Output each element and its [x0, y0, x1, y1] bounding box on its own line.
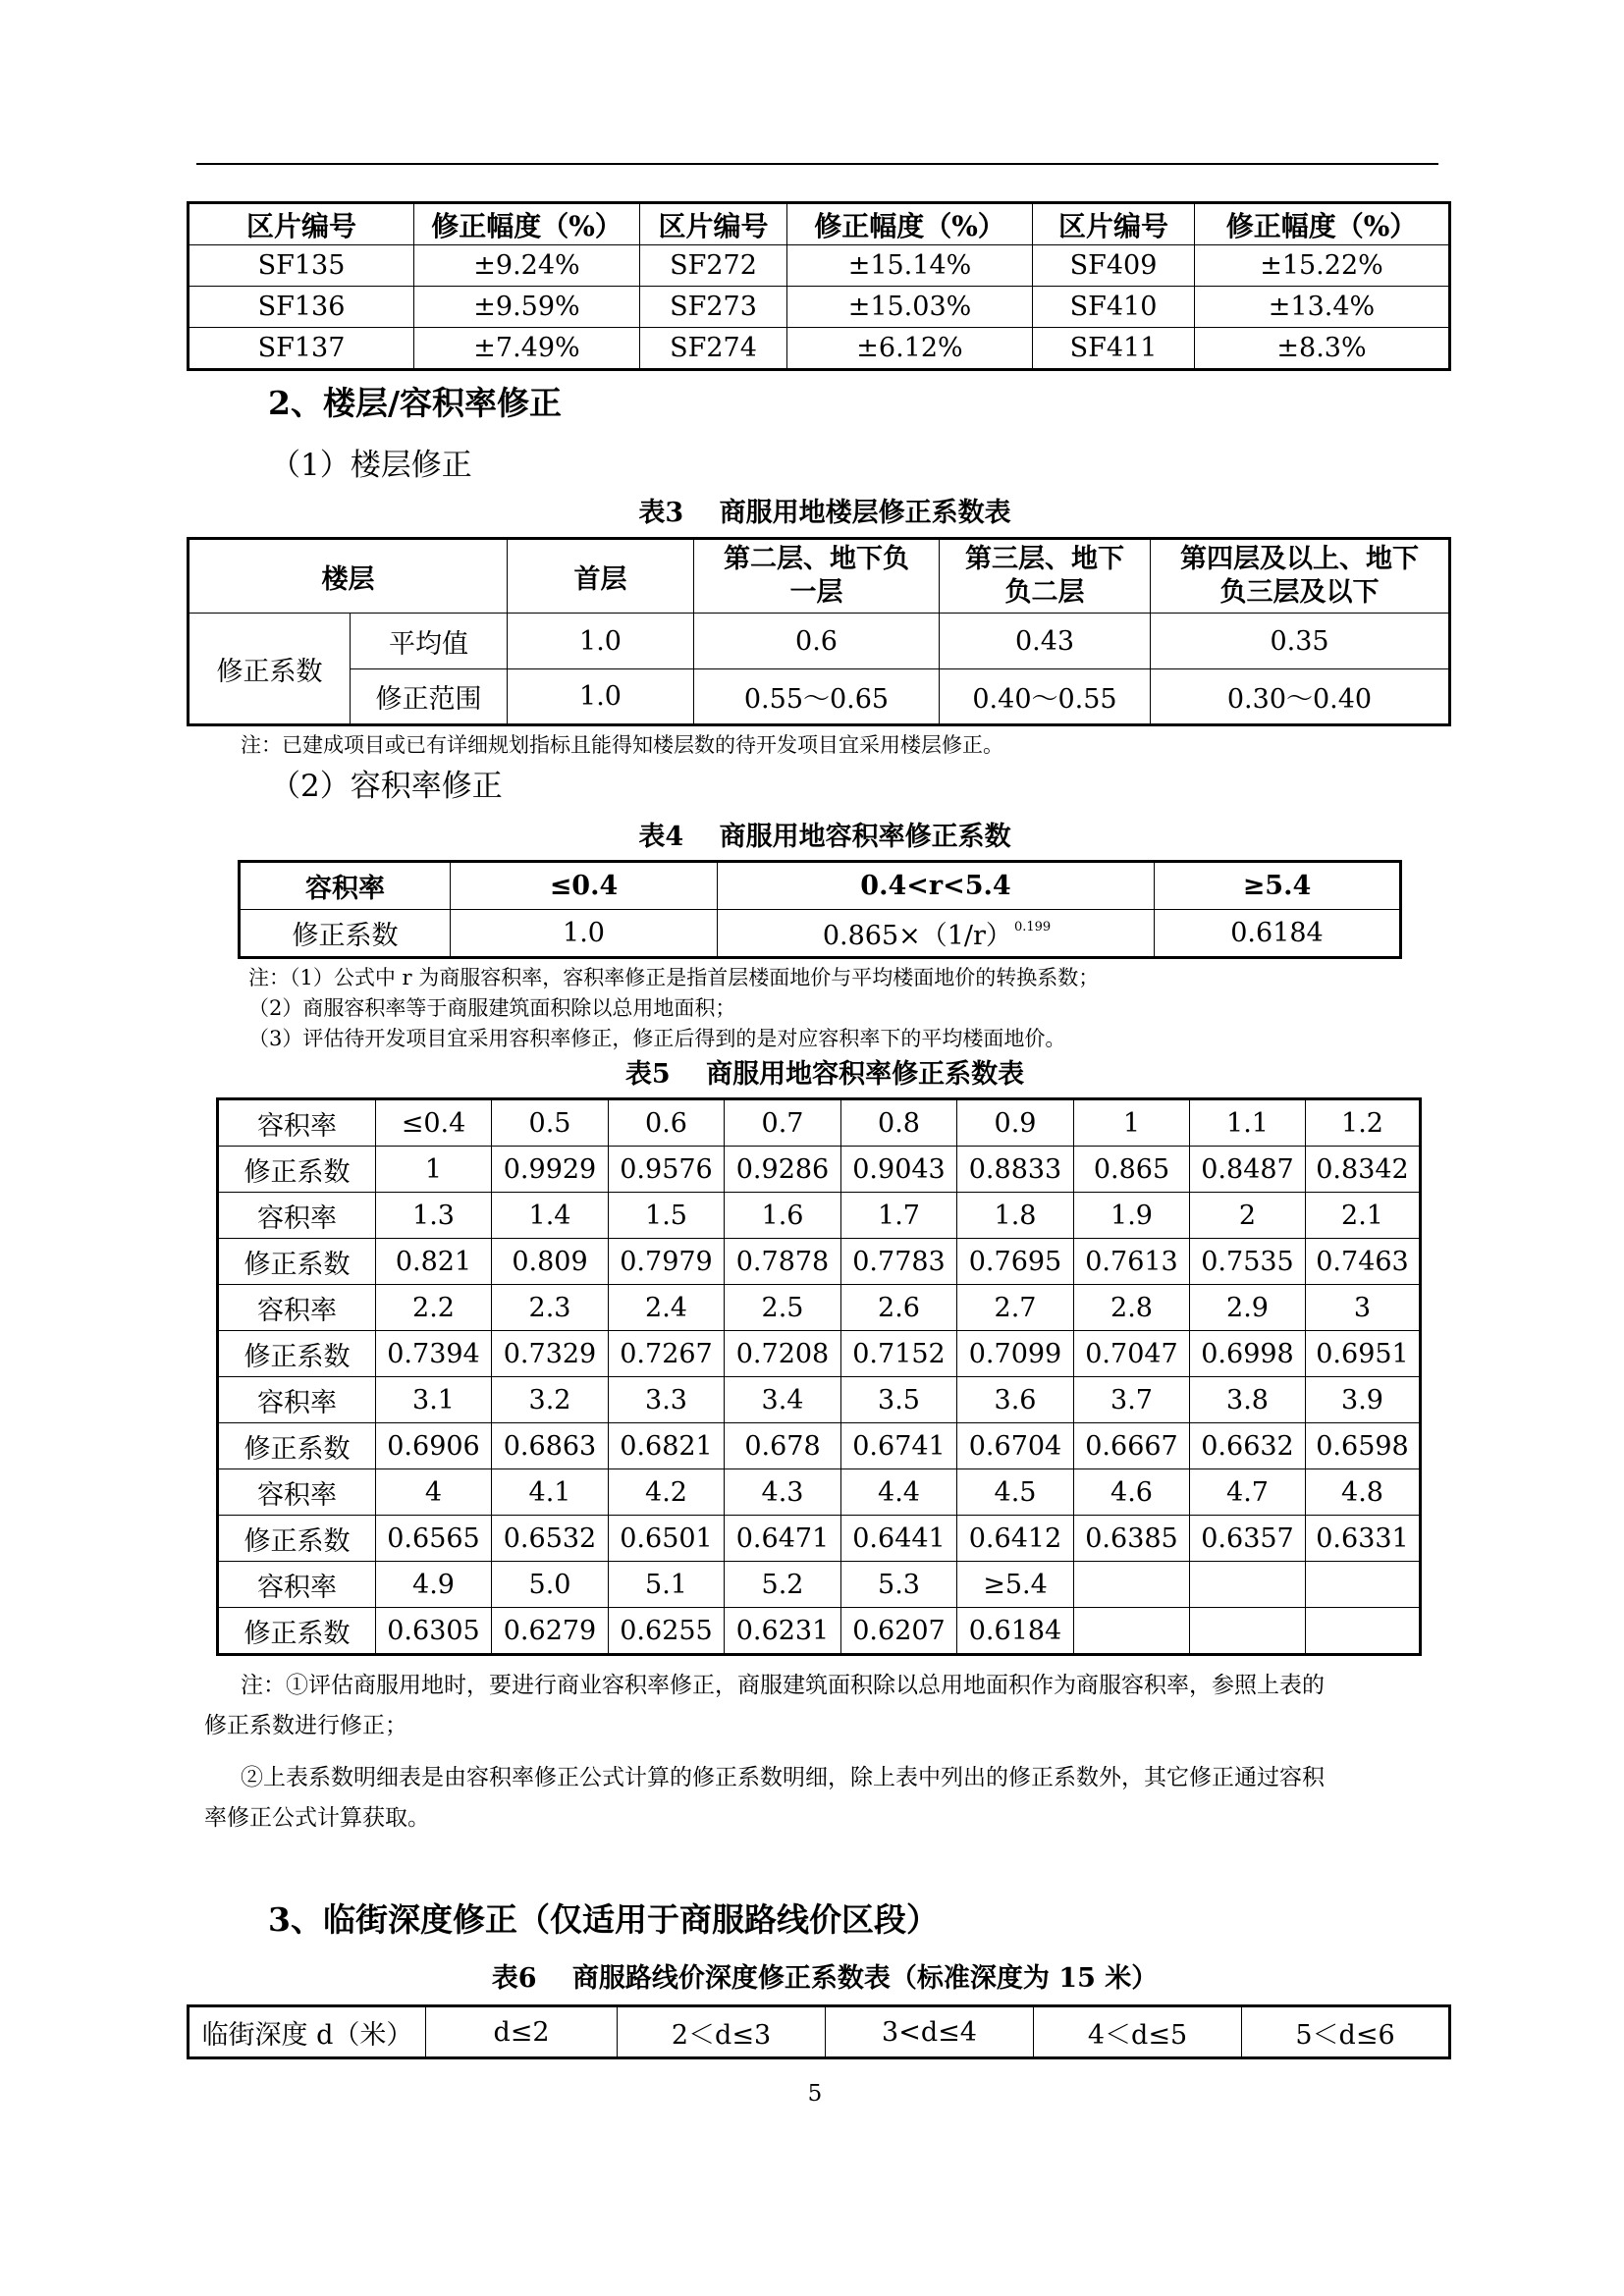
table-cell: 0.7152 [841, 1331, 957, 1377]
table-cell: 4.7 [1190, 1469, 1306, 1516]
table-cell: ≥5.4 [957, 1562, 1074, 1608]
table-cell: 0.9576 [609, 1147, 725, 1193]
table-cell: 0.40～0.55 [940, 669, 1151, 725]
table-cell [1306, 1608, 1421, 1655]
note-line: 修正系数进行修正； [204, 1713, 407, 1738]
table-caption: 表5 商服用地容积率修正系数表 [624, 1059, 1025, 1090]
row-label: 容积率 [218, 1377, 376, 1423]
table-cell: 0.6998 [1190, 1331, 1306, 1377]
row-label: 容积率 [218, 1285, 376, 1331]
header-cell [694, 539, 940, 614]
table-cell: 0.7463 [1306, 1239, 1421, 1285]
table-cell: 0.7 [725, 1099, 841, 1147]
table-cell: ≤0.4 [376, 1099, 492, 1147]
table-cell: 1.0 [508, 669, 694, 725]
header-line: 第四层及以上、地下 [1180, 544, 1419, 574]
table-cell: 0.6231 [725, 1608, 841, 1655]
note-line: 率修正公式计算获取。 [204, 1805, 430, 1831]
table-cell: 3<d≤4 [826, 2006, 1034, 2058]
table-cell: 3.4 [725, 1377, 841, 1423]
table-cell: 0.35 [1151, 614, 1450, 669]
table-cell: 4＜d≤5 [1034, 2006, 1242, 2058]
table-cell: 0.7535 [1190, 1239, 1306, 1285]
table-cell: 0.6 [609, 1099, 725, 1147]
table-cell [1190, 1562, 1306, 1608]
table-cell: 0.8487 [1190, 1147, 1306, 1193]
table-cell: ±7.49% [414, 328, 640, 370]
table-cell: 0.6821 [609, 1423, 725, 1469]
table-caption: 表3 商服用地楼层修正系数表 [638, 498, 1011, 528]
table-row [189, 2006, 1450, 2058]
table-cell: 0.7047 [1074, 1331, 1190, 1377]
row-label: 修正系数 [218, 1516, 376, 1562]
header-cell: 楼层 [189, 539, 508, 614]
header-cell: ≥5.4 [1155, 862, 1401, 910]
table-cell: ±13.4% [1195, 287, 1450, 328]
table-cell: 0.7208 [725, 1331, 841, 1377]
table-cell: 0.6357 [1190, 1516, 1306, 1562]
table-cell: 0.6632 [1190, 1423, 1306, 1469]
table-cell: 0.821 [376, 1239, 492, 1285]
table-cell: 5.0 [492, 1562, 609, 1608]
region-adjustment-table [187, 201, 1451, 371]
table-cell: 0.9929 [492, 1147, 609, 1193]
depth-adjustment-table [187, 2004, 1451, 2059]
table-cell [1306, 1562, 1421, 1608]
table-cell: 0.6255 [609, 1608, 725, 1655]
table-cell: 0.6 [694, 614, 940, 669]
row-label: 修正系数 [189, 614, 351, 725]
header-cell: 容积率 [240, 862, 451, 910]
table-cell: 0.7878 [725, 1239, 841, 1285]
header-rule [196, 163, 1438, 165]
row-label: 修正系数 [240, 910, 451, 958]
table-row [189, 245, 1450, 287]
table-row [189, 328, 1450, 370]
table-cell: 2.7 [957, 1285, 1074, 1331]
table-cell: 5.3 [841, 1562, 957, 1608]
table-note [204, 1666, 1441, 1839]
header-cell: 修正幅度（%） [787, 203, 1033, 245]
table-cell: 4 [376, 1469, 492, 1516]
coefficient-row [218, 1608, 1421, 1655]
table-cell: 0.6184 [957, 1608, 1074, 1655]
subsection-heading: （2）容积率修正 [270, 769, 503, 804]
table-header-row [240, 862, 1401, 910]
far-coefficient-table [238, 860, 1402, 959]
table-cell: 0.6441 [841, 1516, 957, 1562]
row-label: 容积率 [218, 1099, 376, 1147]
table-cell: 2.3 [492, 1285, 609, 1331]
table-cell: 4.5 [957, 1469, 1074, 1516]
table-cell: 2.4 [609, 1285, 725, 1331]
table-cell: SF274 [640, 328, 787, 370]
header-line: 负三层及以下 [1219, 577, 1380, 608]
header-cell: ≤0.4 [451, 862, 718, 910]
far-coefficient-detail-table [216, 1097, 1422, 1656]
table-cell: 0.678 [725, 1423, 841, 1469]
coefficient-row [218, 1331, 1421, 1377]
ratio-row [218, 1469, 1421, 1516]
table-caption: 表6 商服路线价深度修正系数表（标准深度为 15 米） [491, 1963, 1159, 1994]
table-cell: ±9.24% [414, 245, 640, 287]
table-row [189, 287, 1450, 328]
table-cell: 0.8833 [957, 1147, 1074, 1193]
table-row [189, 614, 1450, 669]
table-cell: ±9.59% [414, 287, 640, 328]
coefficient-row [218, 1516, 1421, 1562]
table-cell: 1.4 [492, 1193, 609, 1239]
table-cell: 2.9 [1190, 1285, 1306, 1331]
table-cell: 5.1 [609, 1562, 725, 1608]
table-cell: 0.7099 [957, 1331, 1074, 1377]
table-cell: SF409 [1033, 245, 1195, 287]
table-cell: 4.1 [492, 1469, 609, 1516]
table-cell: 0.7613 [1074, 1239, 1190, 1285]
table-cell: 0.6532 [492, 1516, 609, 1562]
coefficient-row [218, 1423, 1421, 1469]
table-cell: 1.0 [451, 910, 718, 958]
row-label: 修正系数 [218, 1423, 376, 1469]
table-cell: 0.6598 [1306, 1423, 1421, 1469]
header-line: 第三层、地下 [965, 544, 1124, 574]
table-cell: SF410 [1033, 287, 1195, 328]
table-cell: 0.6863 [492, 1423, 609, 1469]
table-cell: 0.865 [1074, 1147, 1190, 1193]
ratio-row [218, 1377, 1421, 1423]
table-cell: SF273 [640, 287, 787, 328]
table-cell: 0.6667 [1074, 1423, 1190, 1469]
section-heading: 3、临街深度修正（仅适用于商服路线价区段） [268, 1900, 939, 1939]
row-sublabel: 修正范围 [351, 669, 508, 725]
table-cell: 0.43 [940, 614, 1151, 669]
row-label: 容积率 [218, 1562, 376, 1608]
header-cell: 区片编号 [1033, 203, 1195, 245]
row-label: 容积率 [218, 1469, 376, 1516]
header-line: 负二层 [1004, 577, 1085, 608]
ratio-row [218, 1285, 1421, 1331]
table-cell: SF272 [640, 245, 787, 287]
table-cell: SF135 [189, 245, 414, 287]
row-sublabel: 平均值 [351, 614, 508, 669]
table-caption: 表4 商服用地容积率修正系数 [638, 822, 1011, 852]
table-cell: d≤2 [426, 2006, 618, 2058]
table-cell: 0.6565 [376, 1516, 492, 1562]
table-cell: 1.5 [609, 1193, 725, 1239]
table-row [189, 669, 1450, 725]
table-cell: 0.6906 [376, 1423, 492, 1469]
table-cell: 0.6501 [609, 1516, 725, 1562]
table-cell: ±15.14% [787, 245, 1033, 287]
table-cell: 0.6471 [725, 1516, 841, 1562]
table-cell: 3.5 [841, 1377, 957, 1423]
formula-exponent: 0.199 [1013, 920, 1052, 934]
header-cell [940, 539, 1151, 614]
table-cell: 0.6207 [841, 1608, 957, 1655]
table-cell: 0.55～0.65 [694, 669, 940, 725]
table-cell: 0.6741 [841, 1423, 957, 1469]
table-cell: 4.6 [1074, 1469, 1190, 1516]
table-note: 注：已建成项目或已有详细规划指标且能得知楼层数的待开发项目宜采用楼层修正。 [241, 733, 1003, 757]
formula-base: 0.865×（1/r） [822, 921, 1012, 951]
section-heading: 2、楼层/容积率修正 [268, 384, 563, 422]
table-cell: 0.6412 [957, 1516, 1074, 1562]
table-cell: 0.6704 [957, 1423, 1074, 1469]
table-cell: 2.8 [1074, 1285, 1190, 1331]
table-cell [1074, 1608, 1190, 1655]
table-cell: 0.8342 [1306, 1147, 1421, 1193]
header-cell: 区片编号 [189, 203, 414, 245]
page-number: 5 [807, 2081, 823, 2107]
table-cell: 2.5 [725, 1285, 841, 1331]
table-cell: 2.6 [841, 1285, 957, 1331]
row-label: 容积率 [218, 1193, 376, 1239]
table-cell: 1.6 [725, 1193, 841, 1239]
table-cell: 0.5 [492, 1099, 609, 1147]
table-cell: 0.9043 [841, 1147, 957, 1193]
coefficient-row [218, 1147, 1421, 1193]
formula-cell [718, 910, 1155, 958]
table-cell: 4.8 [1306, 1469, 1421, 1516]
table-cell: 0.6184 [1155, 910, 1401, 958]
header-cell [1151, 539, 1450, 614]
table-cell: ±15.22% [1195, 245, 1450, 287]
header-cell: 区片编号 [640, 203, 787, 245]
table-cell: 3.3 [609, 1377, 725, 1423]
header-cell: 0.4<r<5.4 [718, 862, 1155, 910]
table-note: （2）商服容积率等于商服建筑面积除以总用地面积； [248, 996, 736, 1020]
table-cell [1074, 1562, 1190, 1608]
table-cell: 1.7 [841, 1193, 957, 1239]
table-cell: 0.30～0.40 [1151, 669, 1450, 725]
table-cell: 0.7329 [492, 1331, 609, 1377]
table-cell: 4.9 [376, 1562, 492, 1608]
floor-adjustment-table [187, 537, 1451, 726]
table-cell: SF411 [1033, 328, 1195, 370]
ratio-row [218, 1193, 1421, 1239]
row-label: 修正系数 [218, 1147, 376, 1193]
header-cell: 修正幅度（%） [414, 203, 640, 245]
table-cell: 0.9286 [725, 1147, 841, 1193]
table-cell: 0.8 [841, 1099, 957, 1147]
table-cell: 5＜d≤6 [1242, 2006, 1450, 2058]
table-cell: 1.3 [376, 1193, 492, 1239]
table-cell [1190, 1608, 1306, 1655]
table-header-row [189, 203, 1450, 245]
table-cell: 0.6385 [1074, 1516, 1190, 1562]
header-line: 一层 [789, 577, 843, 608]
table-cell: 3 [1306, 1285, 1421, 1331]
table-cell: 1 [376, 1147, 492, 1193]
table-cell: 1 [1074, 1099, 1190, 1147]
ratio-row [218, 1099, 1421, 1147]
table-cell: 3.8 [1190, 1377, 1306, 1423]
table-cell: 2 [1190, 1193, 1306, 1239]
row-label: 修正系数 [218, 1331, 376, 1377]
table-cell: 1.1 [1190, 1099, 1306, 1147]
note-line: 注：①评估商服用地时，要进行商业容积率修正，商服建筑面积除以总用地面积作为商服容积率，参照上表的 [241, 1673, 1325, 1698]
table-header-row [189, 539, 1450, 614]
table-cell: 3.6 [957, 1377, 1074, 1423]
table-cell: 3.7 [1074, 1377, 1190, 1423]
table-cell: 0.7267 [609, 1331, 725, 1377]
note-line: ②上表系数明细表是由容积率修正公式计算的修正系数明细，除上表中列出的修正系数外，其它修正通过容积 [241, 1765, 1325, 1790]
table-cell: 0.6331 [1306, 1516, 1421, 1562]
table-cell: 1.9 [1074, 1193, 1190, 1239]
table-cell: 0.809 [492, 1239, 609, 1285]
header-cell: 修正幅度（%） [1195, 203, 1450, 245]
coefficient-row [218, 1239, 1421, 1285]
table-cell: 4.2 [609, 1469, 725, 1516]
table-cell: 0.6951 [1306, 1331, 1421, 1377]
row-label: 临街深度 d（米） [189, 2006, 426, 2058]
subsection-heading: （1）楼层修正 [270, 448, 472, 483]
table-cell: ±15.03% [787, 287, 1033, 328]
table-cell: 2.1 [1306, 1193, 1421, 1239]
table-cell: 3.9 [1306, 1377, 1421, 1423]
table-cell: 3.2 [492, 1377, 609, 1423]
table-cell: 3.1 [376, 1377, 492, 1423]
table-row [240, 910, 1401, 958]
table-cell: 0.9 [957, 1099, 1074, 1147]
table-cell: 0.6279 [492, 1608, 609, 1655]
table-cell: 2＜d≤3 [618, 2006, 826, 2058]
table-cell: 2.2 [376, 1285, 492, 1331]
header-cell: 首层 [508, 539, 694, 614]
table-note: 注：（1）公式中 r 为商服容积率，容积率修正是指首层楼面地价与平均楼面地价的转换系数； [248, 966, 1100, 989]
ratio-row [218, 1562, 1421, 1608]
header-line: 第二层、地下负 [724, 544, 909, 574]
table-cell: SF137 [189, 328, 414, 370]
table-cell: 0.7979 [609, 1239, 725, 1285]
table-cell: 0.7394 [376, 1331, 492, 1377]
table-cell: 4.3 [725, 1469, 841, 1516]
table-cell: 5.2 [725, 1562, 841, 1608]
table-cell: 0.7783 [841, 1239, 957, 1285]
row-label: 修正系数 [218, 1239, 376, 1285]
table-cell: 0.6305 [376, 1608, 492, 1655]
table-cell: ±6.12% [787, 328, 1033, 370]
table-cell: 4.4 [841, 1469, 957, 1516]
table-cell: 0.7695 [957, 1239, 1074, 1285]
table-cell: 1.0 [508, 614, 694, 669]
table-note: （3）评估待开发项目宜采用容积率修正，修正后得到的是对应容积率下的平均楼面地价。 [248, 1027, 1066, 1050]
table-cell: 1.8 [957, 1193, 1074, 1239]
table-cell: 1.2 [1306, 1099, 1421, 1147]
table-cell: ±8.3% [1195, 328, 1450, 370]
row-label: 修正系数 [218, 1608, 376, 1655]
table-cell: SF136 [189, 287, 414, 328]
